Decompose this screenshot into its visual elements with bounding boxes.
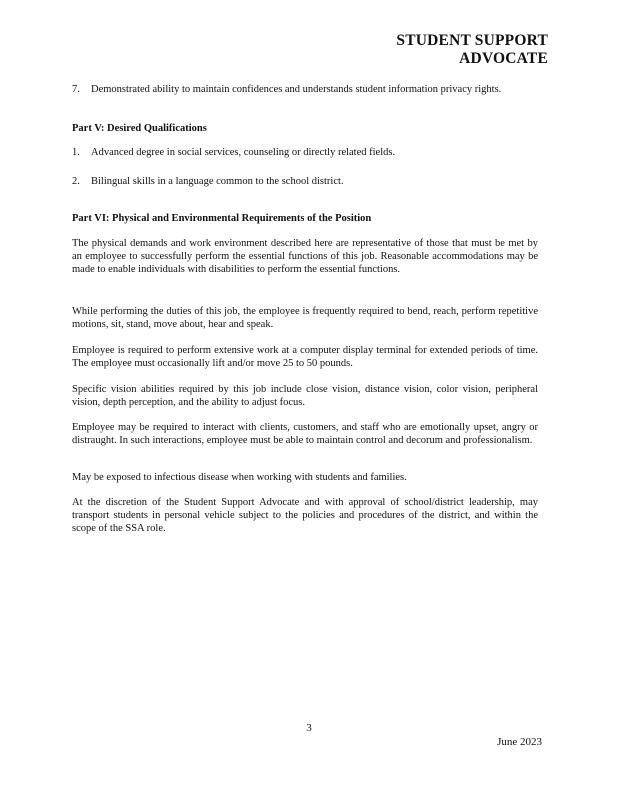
part-v-item-1 <box>72 146 538 159</box>
list-text: Demonstrated ability to maintain confidences and understands student information privacy rights. <box>91 84 502 95</box>
page-number: 3 <box>306 722 312 734</box>
list-number: 7. <box>72 84 80 95</box>
part-v-heading: Part V: Desired Qualifications <box>72 123 207 134</box>
list-number: 2. <box>72 176 80 187</box>
list-item-7 <box>72 83 538 96</box>
part-vi-heading: Part VI: Physical and Environmental Requirements of the Position <box>72 213 372 224</box>
list-number: 1. <box>72 147 80 158</box>
paragraph-vision: Specific vision abilities required by this job include close vision, distance vision, color vision, peripheral vision, depth perception, and the ability to adjust focus. <box>72 384 538 409</box>
paragraph-interaction: Employee may be required to interact with clients, customers, and staff who are emotionally upset, angry or distraught. In such interactions, employee must be able to maintain control and decorum and professionalism. <box>72 422 538 447</box>
paragraph-computer-work: Employee is required to perform extensive work at a computer display terminal for extended periods of time. The employee must occasionally lift and/or move 25 to 50 pounds. <box>72 345 538 370</box>
footer-date: June 2023 <box>497 736 542 748</box>
document-title <box>288 32 548 68</box>
part-v-item-2 <box>72 175 538 188</box>
paragraph-transport: At the discretion of the Student Support Advocate and with approval of school/district leadership, may transport students in personal vehicle subject to the policies and procedures of the district, and within the scope of the SSA role. <box>72 497 538 535</box>
list-text: Bilingual skills in a language common to the school district. <box>91 176 344 187</box>
list-text: Advanced degree in social services, counseling or directly related fields. <box>91 147 396 158</box>
paragraph-physical-demands: The physical demands and work environment described here are representative of those that must be met by an employee to successfully perform the essential functions of this job. Reasonable accommodations may be made to enable individuals with disabilities to perform the essential functions. <box>72 238 538 276</box>
title-line-2: ADVOCATE <box>459 50 548 67</box>
paragraph-duties: While performing the duties of this job, the employee is frequently required to bend, reach, perform repetitive motions, sit, stand, move about, hear and speak. <box>72 306 538 331</box>
title-line-1: STUDENT SUPPORT <box>396 32 548 49</box>
paragraph-infectious-disease: May be exposed to infectious disease when working with students and families. <box>72 472 407 483</box>
